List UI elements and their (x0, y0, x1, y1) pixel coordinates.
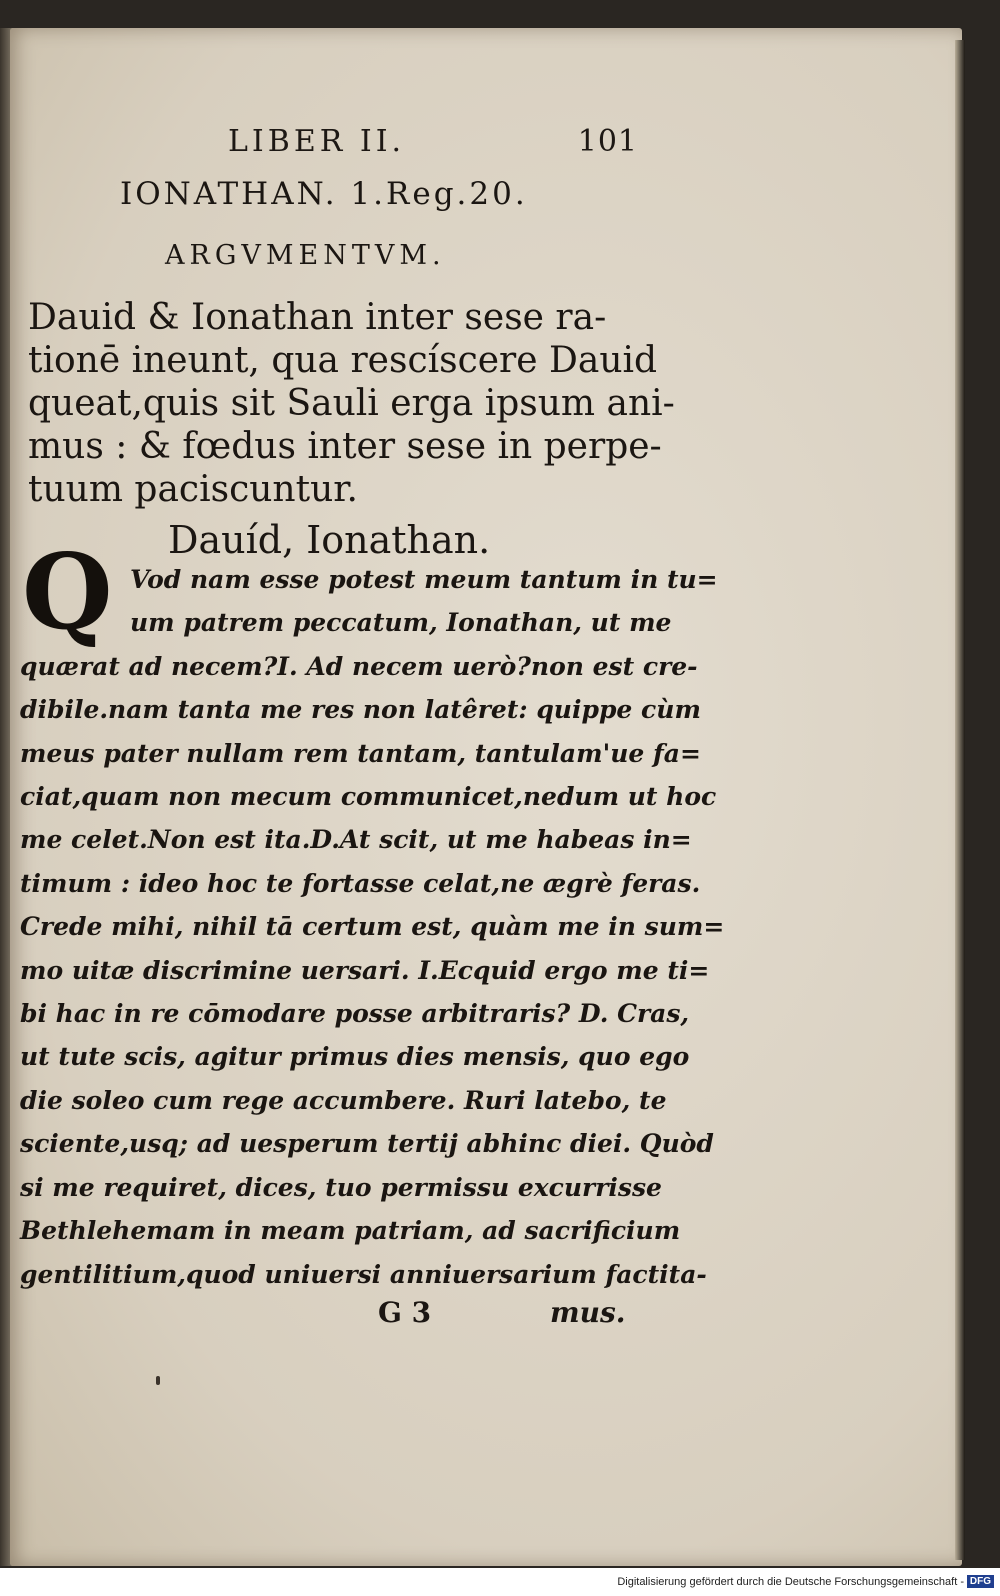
book-label: LIBER II. (228, 124, 406, 159)
dialogue-line: sciente,usq; ad uesperum tertij abhinc diei. Quòd (20, 1129, 714, 1159)
ink-speck (156, 1376, 160, 1385)
argument-text (28, 296, 675, 511)
dfg-logo: DFG (967, 1575, 994, 1588)
dialogue-line: Vod nam esse potest meum tantum in tu= (130, 565, 718, 594)
dialogue-line: timum : ideo hoc te fortasse celat,ne ægrè feras. (20, 868, 701, 898)
dialogue-line: ciat,quam non mecum communicet,nedum ut hoc (20, 782, 717, 812)
argument-line: mus : & fœdus inter sese in perpe- (28, 426, 662, 467)
dialogue-line: si me requiret, dices, tuo permissu excurrisse (20, 1172, 662, 1202)
running-head (228, 124, 638, 164)
argument-heading: ARGVMENTVM. (165, 240, 446, 271)
dialogue-line: bi hac in re cōmodare posse arbitraris? D. Cras, (20, 999, 690, 1029)
section-title: IONATHAN. 1.Reg.20. (120, 176, 528, 212)
dialogue-line: gentilitium,quod uniuersi anniuersarium factita- (20, 1259, 707, 1289)
dialogue-line: me celet.Non est ita.D.At scit, ut me habeas in= (20, 825, 692, 855)
argument-line: Dauid & Ionathan inter sese ra- (28, 297, 607, 338)
argument-line: tionē ineunt, qua rescíscere Dauid (28, 340, 658, 381)
digitization-footer (0, 1568, 1000, 1596)
page-number: 101 (577, 124, 638, 159)
dialogue-line: mo uitæ discrimine uersari. I.Ecquid ergo me ti= (20, 955, 710, 985)
dialogue-line: meus pater nullam rem tantam, tantulam'ue fa= (20, 738, 701, 768)
footer-credit: Digitalisierung gefördert durch die Deutsche Forschungsgemeinschaft - (617, 1576, 964, 1588)
dialogue-line: quærat ad necem?I. Ad necem uerò?non est cre- (20, 651, 698, 681)
speakers-heading: Dauíd, Ionathan. (168, 518, 491, 562)
dialogue-text (20, 558, 725, 1296)
argument-line: queat,quis sit Sauli erga ipsum ani- (28, 383, 675, 424)
argument-line: tuum paciscuntur. (28, 469, 358, 510)
dialogue-line: ut tute scis, agitur primus dies mensis, quo ego (20, 1042, 690, 1072)
dialogue-line: Bethlehemam in meam patriam, ad sacrificium (20, 1216, 681, 1246)
drop-cap: Q (22, 530, 113, 653)
dialogue-line: Crede mihi, nihil tā certum est, quàm me in sum= (20, 912, 725, 942)
dialogue-line: dibile.nam tanta me res non latêret: quippe cùm (20, 695, 701, 725)
dialogue-line: die soleo cum rege accumbere. Ruri latebo, te (20, 1085, 667, 1115)
dialogue-line: um patrem peccatum, Ionathan, ut me (130, 608, 672, 638)
catchword: mus. (550, 1296, 626, 1329)
signature-mark: G 3 (378, 1296, 432, 1329)
page-edge (955, 40, 965, 1560)
